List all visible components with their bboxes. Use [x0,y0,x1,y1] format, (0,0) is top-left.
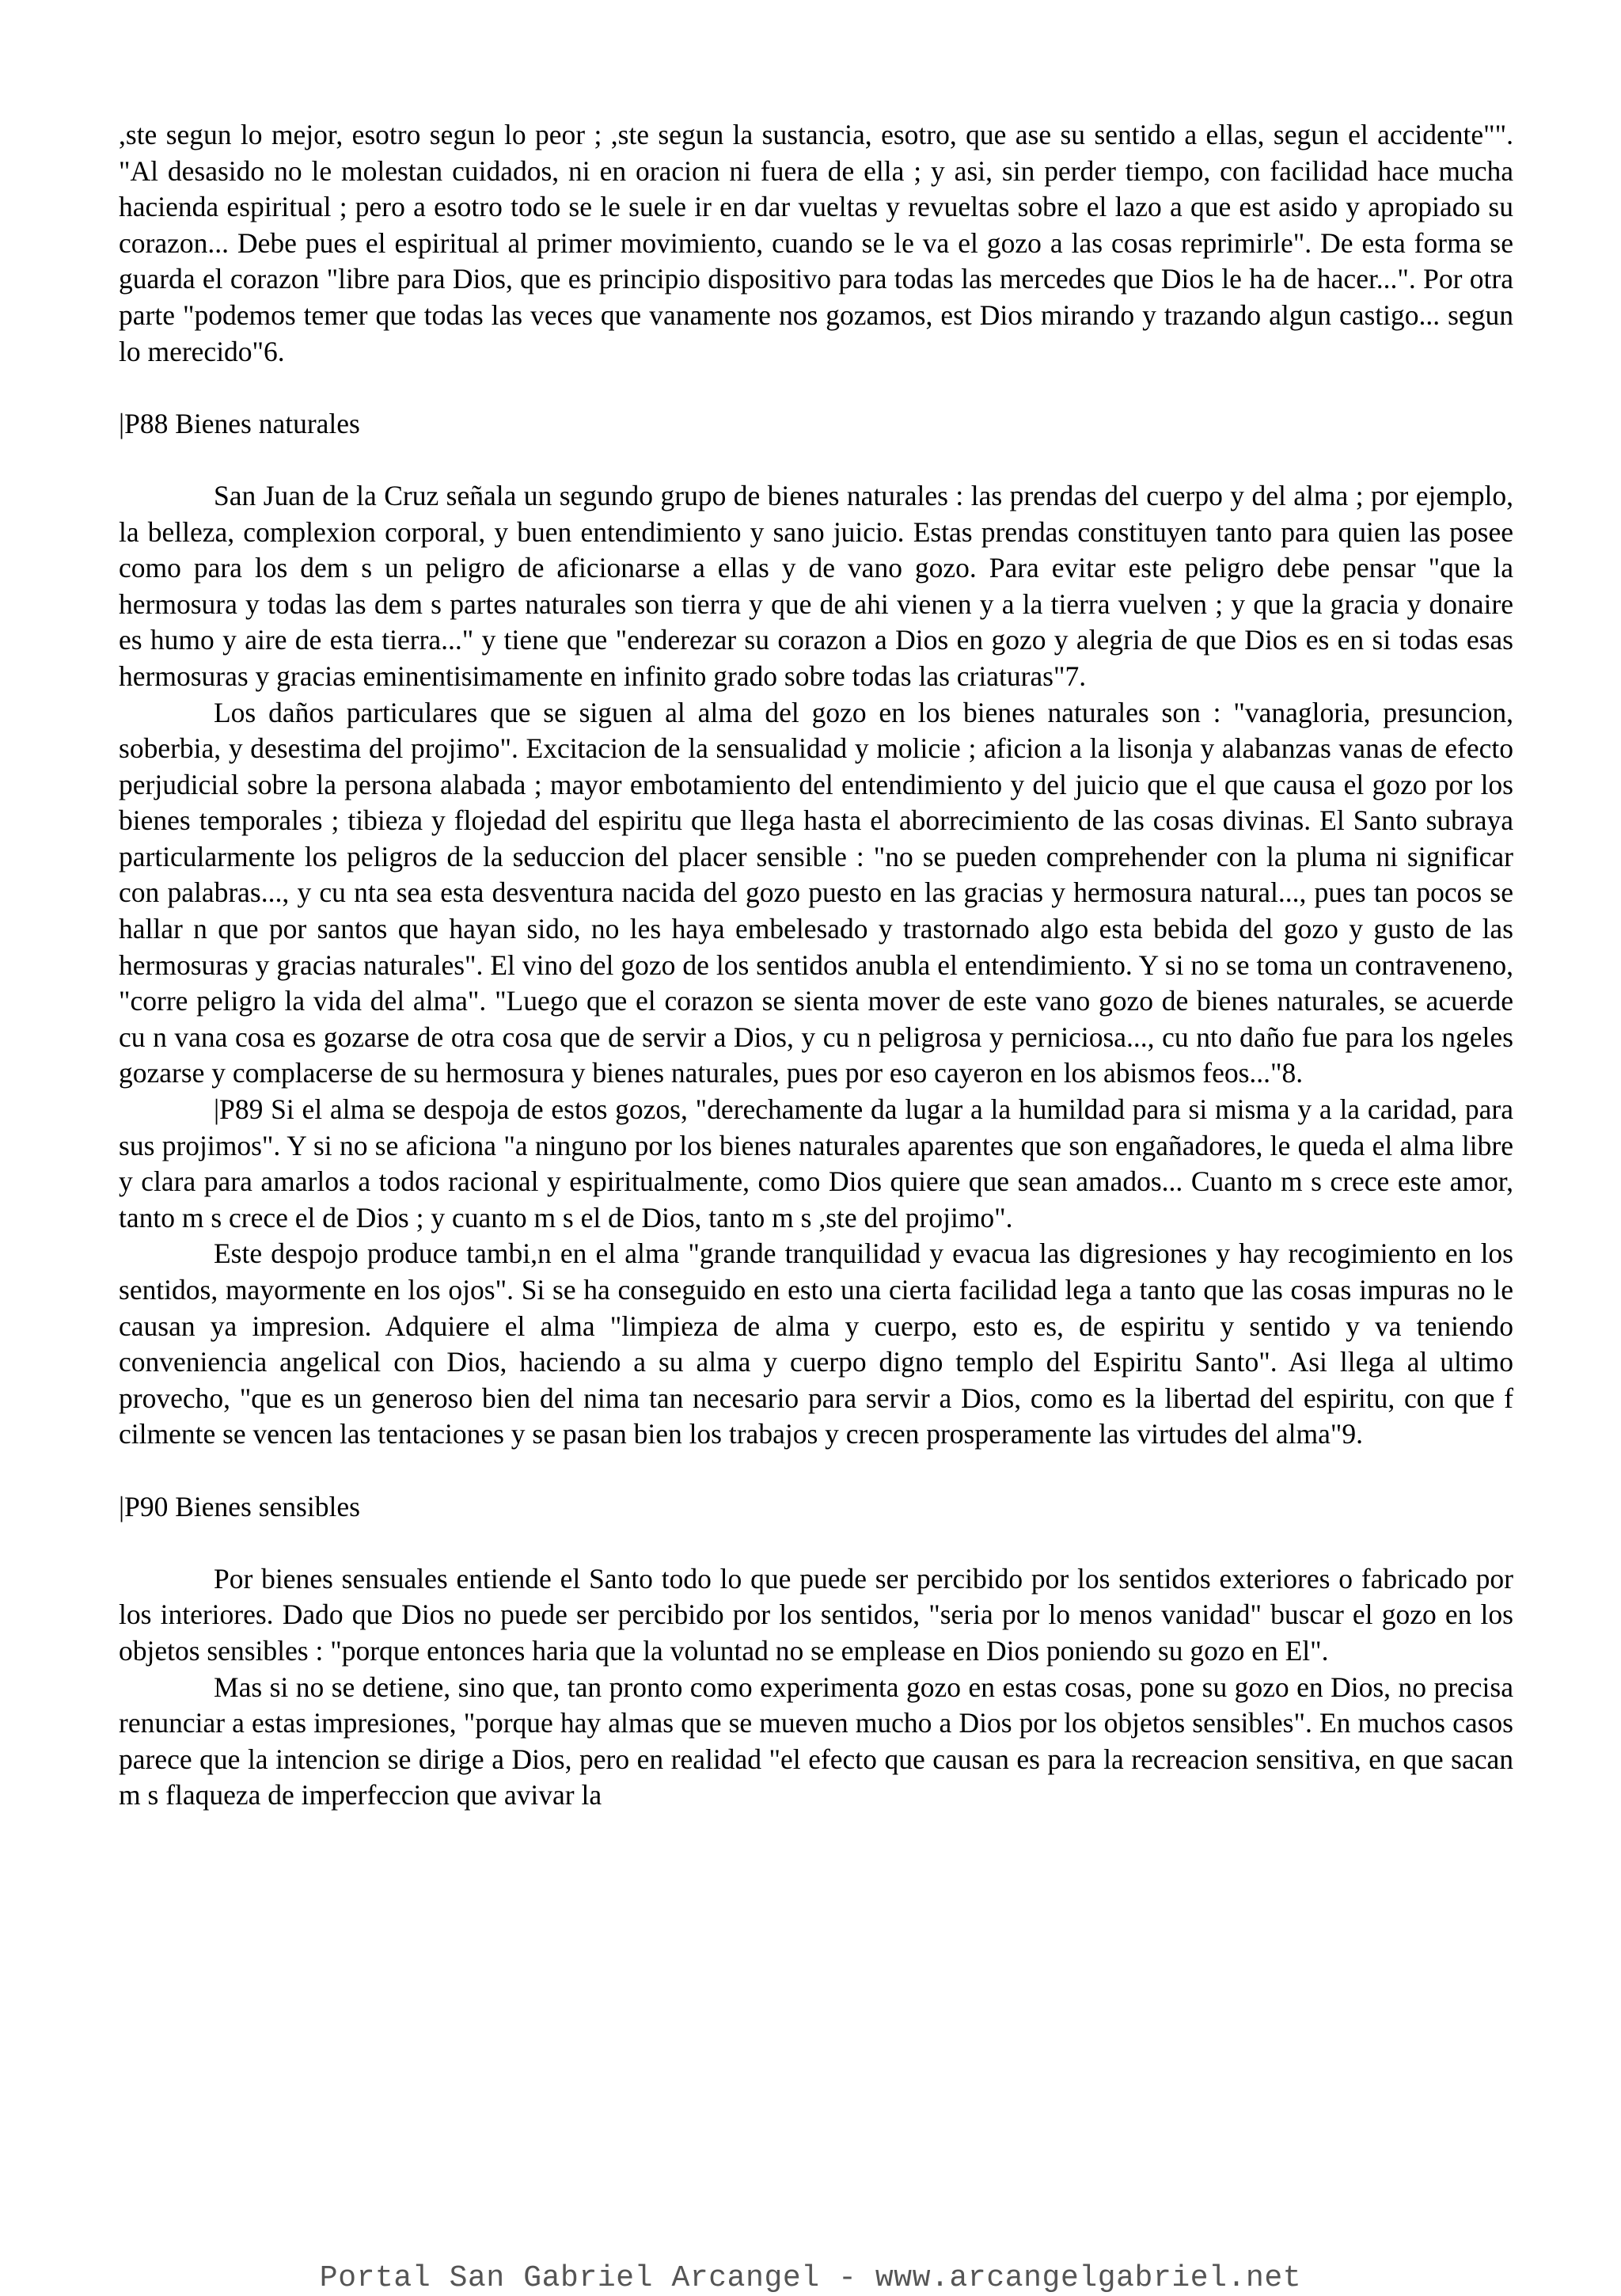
page-footer: Portal San Gabriel Arcangel - www.arcangelgabriel.net [319,2261,1302,2295]
paragraph: Este despojo produce tambi,n en el alma "grande tranquilidad y evacua las digresiones y hay recogimiento en los sentidos, mayormente en los ojos". Si se ha conseguido en esto una cierta facilidad lega a tanto que las cosas impuras no le causan ya impresion. Adquiere el alma "limpieza de alma y cuerpo, esto es, de espiritu y sentido y va teniendo conveniencia angelical con Dios, haciendo a su alma y cuerpo digno templo del Espiritu Santo". Asi llega al ultimo provecho, "que es un generoso bien del nima tan necesario para servir a Dios, como es la libertad del espiritu, con que f cilmente se vencen las tentaciones y se pasan bien los trabajos y crecen prosperamente las virtudes del alma"9. [119,1237,1513,1450]
paragraph-continuation: ,ste segun lo mejor, esotro segun lo peor ; ,ste segun la sustancia, esotro, que ase su sentido a ellas, segun el accidente"". "Al desasido no le molestan cuidados, ni en oracion ni fuera de ella ; y asi, sin perder tiempo, con facilidad hace mucha hacienda espiritual ; pero a esotro todo se le suele ir en dar vueltas y revueltas sobre el lazo a que est asido y apropiado su corazon... Debe pues el espiritual al primer movimiento, cuando se le va el gozo a las cosas reprimirle". De esta forma se guarda el corazon "libre para Dios, que es principio dispositivo para todas las mercedes que Dios le ha de hacer...". Por otra parte "podemos temer que todas las veces que vanamente nos gozamos, est Dios mirando y trazando algun castigo... segun lo merecido"6. [119,119,1513,367]
paragraph: Por bienes sensuales entiende el Santo todo lo que puede ser percibido por los sentidos exteriores o fabricado por los interiores. Dado que Dios no puede ser percibido por los sentidos, "seria por lo menos vanidad" buscar el gozo en los objetos sensibles : "porque entonces haria que la voluntad no se emplease en Dios poniendo su gozo en El". [119,1562,1513,1667]
section-heading-bienes-sensibles: |P90 Bienes sensibles [119,1490,360,1522]
paragraph: Los daños particulares que se siguen al alma del gozo en los bienes naturales son : "vanagloria, presuncion, soberbia, y desestima del projimo". Excitacion de la sensualidad y molicie ; aficion a la lisonja y alabanzas vanas de efecto perjudicial sobre la persona alabada ; mayor embotamiento del entendimiento y del juicio que el que causa el gozo por los bienes temporales ; tibieza y flojedad del espiritu que llega hasta el aborrecimiento de las cosas divinas. El Santo subraya particularmente los peligros de la seduccion del placer sensible : "no se pueden comprehender con la pluma ni significar con palabras..., y cu nta sea esta desventura nacida del gozo puesto en las gracias y hermosura natural..., pues tan pocos se hallar n que por santos que hayan sido, no les haya embelesado y trastornado algo esta bebida del gozo y gusto de las hermosuras y gracias naturales". El vino del gozo de los sentidos anubla el entendimiento. Y si no se toma un contraveneno, "corre peligro la vida del alma". "Luego que el corazon se sienta mover de este vano gozo de bienes naturales, se acuerde cu n vana cosa es gozarse de otra cosa que de servir a Dios, y cu n peligrosa y perniciosa..., cu nto daño fue para los ngeles gozarse y complacerse de su hermosura y bienes naturales, pues por eso cayeron en los abismos feos..."8. [119,696,1513,1089]
paragraph: |P89 Si el alma se despoja de estos gozos, "derechamente da lugar a la humildad para si misma y a la caridad, para sus projimos". Y si no se aficiona "a ninguno por los bienes naturales aparentes que son engañadores, le queda el alma libre y clara para amarlos a todos racional y espiritualmente, como Dios quiere que sean amados... Cuanto m s crece este amor, tanto m s crece el de Dios ; y cuanto m s el de Dios, tanto m s ,ste del projimo". [119,1093,1513,1234]
paragraph: San Juan de la Cruz señala un segundo grupo de bienes naturales : las prendas del cuerpo y del alma ; por ejemplo, la belleza, complexion corporal, y buen entendimiento y sano juicio. Estas prendas constituyen tanto para quien las posee como para los dem s un peligro de aficionarse a ellas y de vano gozo. Para evitar este peligro debe pensar "que la hermosura y todas las dem s partes naturales son tierra y que de ahi vienen y a la tierra vuelven ; y que la gracia y donaire es humo y aire de esta tierra..." y tiene que "enderezar su corazon a Dios en gozo y alegria de que Dios es en si todas esas hermosuras y gracias eminentisimamente en infinito grado sobre todas las criaturas"7. [119,479,1513,692]
document-page [119,117,1513,1814]
paragraph: Mas si no se detiene, sino que, tan pronto como experimenta gozo en estas cosas, pone su gozo en Dios, no precisa renunciar a estas impresiones, "porque hay almas que se mueven mucho a Dios por los objetos sensibles". En muchos casos parece que la intencion se dirige a Dios, pero en realidad "el efecto que causan es para la recreacion sensitiva, en que sacan m s flaqueza de imperfeccion que avivar la [119,1671,1513,1811]
section-heading-bienes-naturales: |P88 Bienes naturales [119,407,360,439]
